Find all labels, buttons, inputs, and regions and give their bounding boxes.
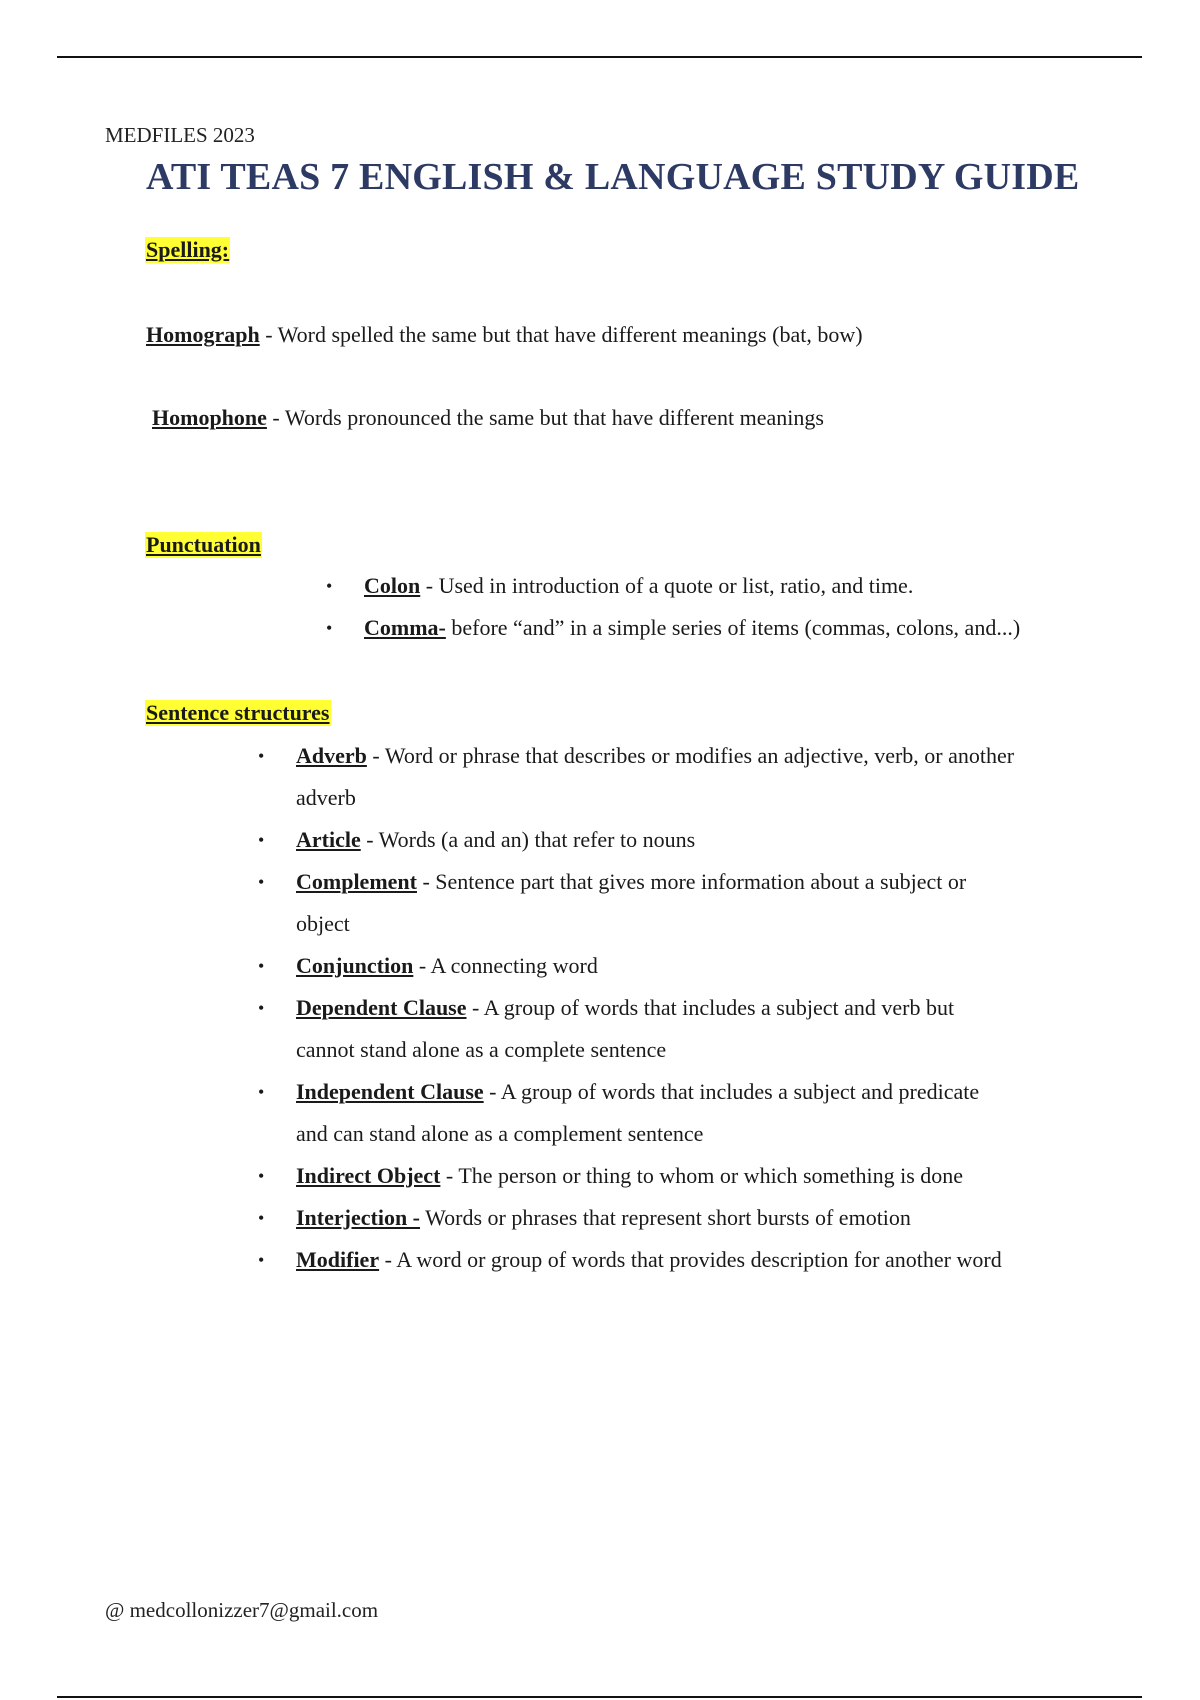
page-title: ATI TEAS 7 ENGLISH & LANGUAGE STUDY GUIDE bbox=[146, 156, 1080, 198]
bullet-icon: • bbox=[258, 746, 265, 766]
bullet-icon: • bbox=[258, 830, 265, 850]
list-item bbox=[258, 735, 1116, 819]
definition-continuation: object bbox=[296, 911, 350, 936]
term-label: Article bbox=[296, 827, 361, 852]
term-label: Comma- bbox=[364, 615, 446, 640]
definition-homograph bbox=[146, 322, 863, 348]
definition-continuation: and can stand alone as a complement sentence bbox=[296, 1121, 704, 1146]
term-label: Modifier bbox=[296, 1247, 380, 1272]
definition-text: - Used in introduction of a quote or list, ratio, and time. bbox=[420, 573, 914, 598]
list-item bbox=[258, 1239, 1116, 1281]
section-heading-spelling: Spelling: bbox=[146, 237, 230, 262]
bullet-icon: • bbox=[258, 1166, 265, 1186]
bullet-icon: • bbox=[258, 998, 265, 1018]
list-item bbox=[326, 565, 1020, 607]
definition-text: before “and” in a simple series of items (commas, colons, and...) bbox=[445, 615, 1021, 640]
term-label: Conjunction bbox=[296, 953, 414, 978]
term-label: Independent Clause bbox=[296, 1079, 484, 1104]
term-label: Interjection - bbox=[296, 1205, 421, 1230]
definition-text: - Word spelled the same but that have different meanings (bat, bow) bbox=[259, 322, 863, 347]
bullet-icon: • bbox=[326, 576, 333, 596]
section-heading-sentence-structures: Sentence structures bbox=[146, 700, 330, 725]
definition-text: - The person or thing to whom or which something is done bbox=[440, 1163, 964, 1188]
definition-text: - A word or group of words that provides description for another word bbox=[379, 1247, 1002, 1272]
definition-text: - A group of words that includes a subject and verb but bbox=[466, 995, 955, 1020]
list-item bbox=[326, 607, 1021, 649]
term-label: Homophone bbox=[152, 405, 267, 430]
definition-text: - A connecting word bbox=[413, 953, 598, 978]
bullet-icon: • bbox=[258, 872, 265, 892]
term-label: Colon bbox=[364, 573, 421, 598]
sentence-structures-list bbox=[258, 735, 1116, 1281]
definition-homophone bbox=[152, 405, 824, 431]
list-item bbox=[258, 861, 1116, 945]
definition-text: - Sentence part that gives more information about a subject or bbox=[416, 869, 967, 894]
term-label: Complement bbox=[296, 869, 417, 894]
definition-continuation: cannot stand alone as a complete sentence bbox=[296, 1037, 667, 1062]
list-item bbox=[258, 945, 1116, 987]
definition-text: Words or phrases that represent short bursts of emotion bbox=[420, 1205, 911, 1230]
definition-text: - Words pronounced the same but that have different meanings bbox=[266, 405, 824, 430]
definition-text: - Words (a and an) that refer to nouns bbox=[360, 827, 696, 852]
punctuation-list bbox=[326, 565, 1021, 649]
definition-text: - A group of words that includes a subject and predicate bbox=[483, 1079, 980, 1104]
bottom-rule bbox=[57, 1696, 1142, 1698]
term-label: Indirect Object bbox=[296, 1163, 441, 1188]
list-item bbox=[258, 819, 1116, 861]
top-rule bbox=[57, 56, 1142, 58]
bullet-icon: • bbox=[258, 1082, 265, 1102]
definition-continuation: adverb bbox=[296, 785, 356, 810]
term-label: Dependent Clause bbox=[296, 995, 467, 1020]
list-item bbox=[258, 1197, 1116, 1239]
bullet-icon: • bbox=[258, 956, 265, 976]
list-item bbox=[258, 987, 1116, 1071]
term-label: Homograph bbox=[146, 322, 260, 347]
footer-email: @ medcollonizzer7@gmail.com bbox=[105, 1598, 379, 1622]
list-item bbox=[258, 1155, 1116, 1197]
definition-text: - Word or phrase that describes or modifies an adjective, verb, or another bbox=[366, 743, 1015, 768]
bullet-icon: • bbox=[326, 618, 333, 638]
bullet-icon: • bbox=[258, 1250, 265, 1270]
header-label: MEDFILES 2023 bbox=[105, 123, 255, 147]
section-heading-punctuation: Punctuation bbox=[146, 532, 261, 557]
term-label: Adverb bbox=[296, 743, 367, 768]
bullet-icon: • bbox=[258, 1208, 265, 1228]
list-item bbox=[258, 1071, 1116, 1155]
